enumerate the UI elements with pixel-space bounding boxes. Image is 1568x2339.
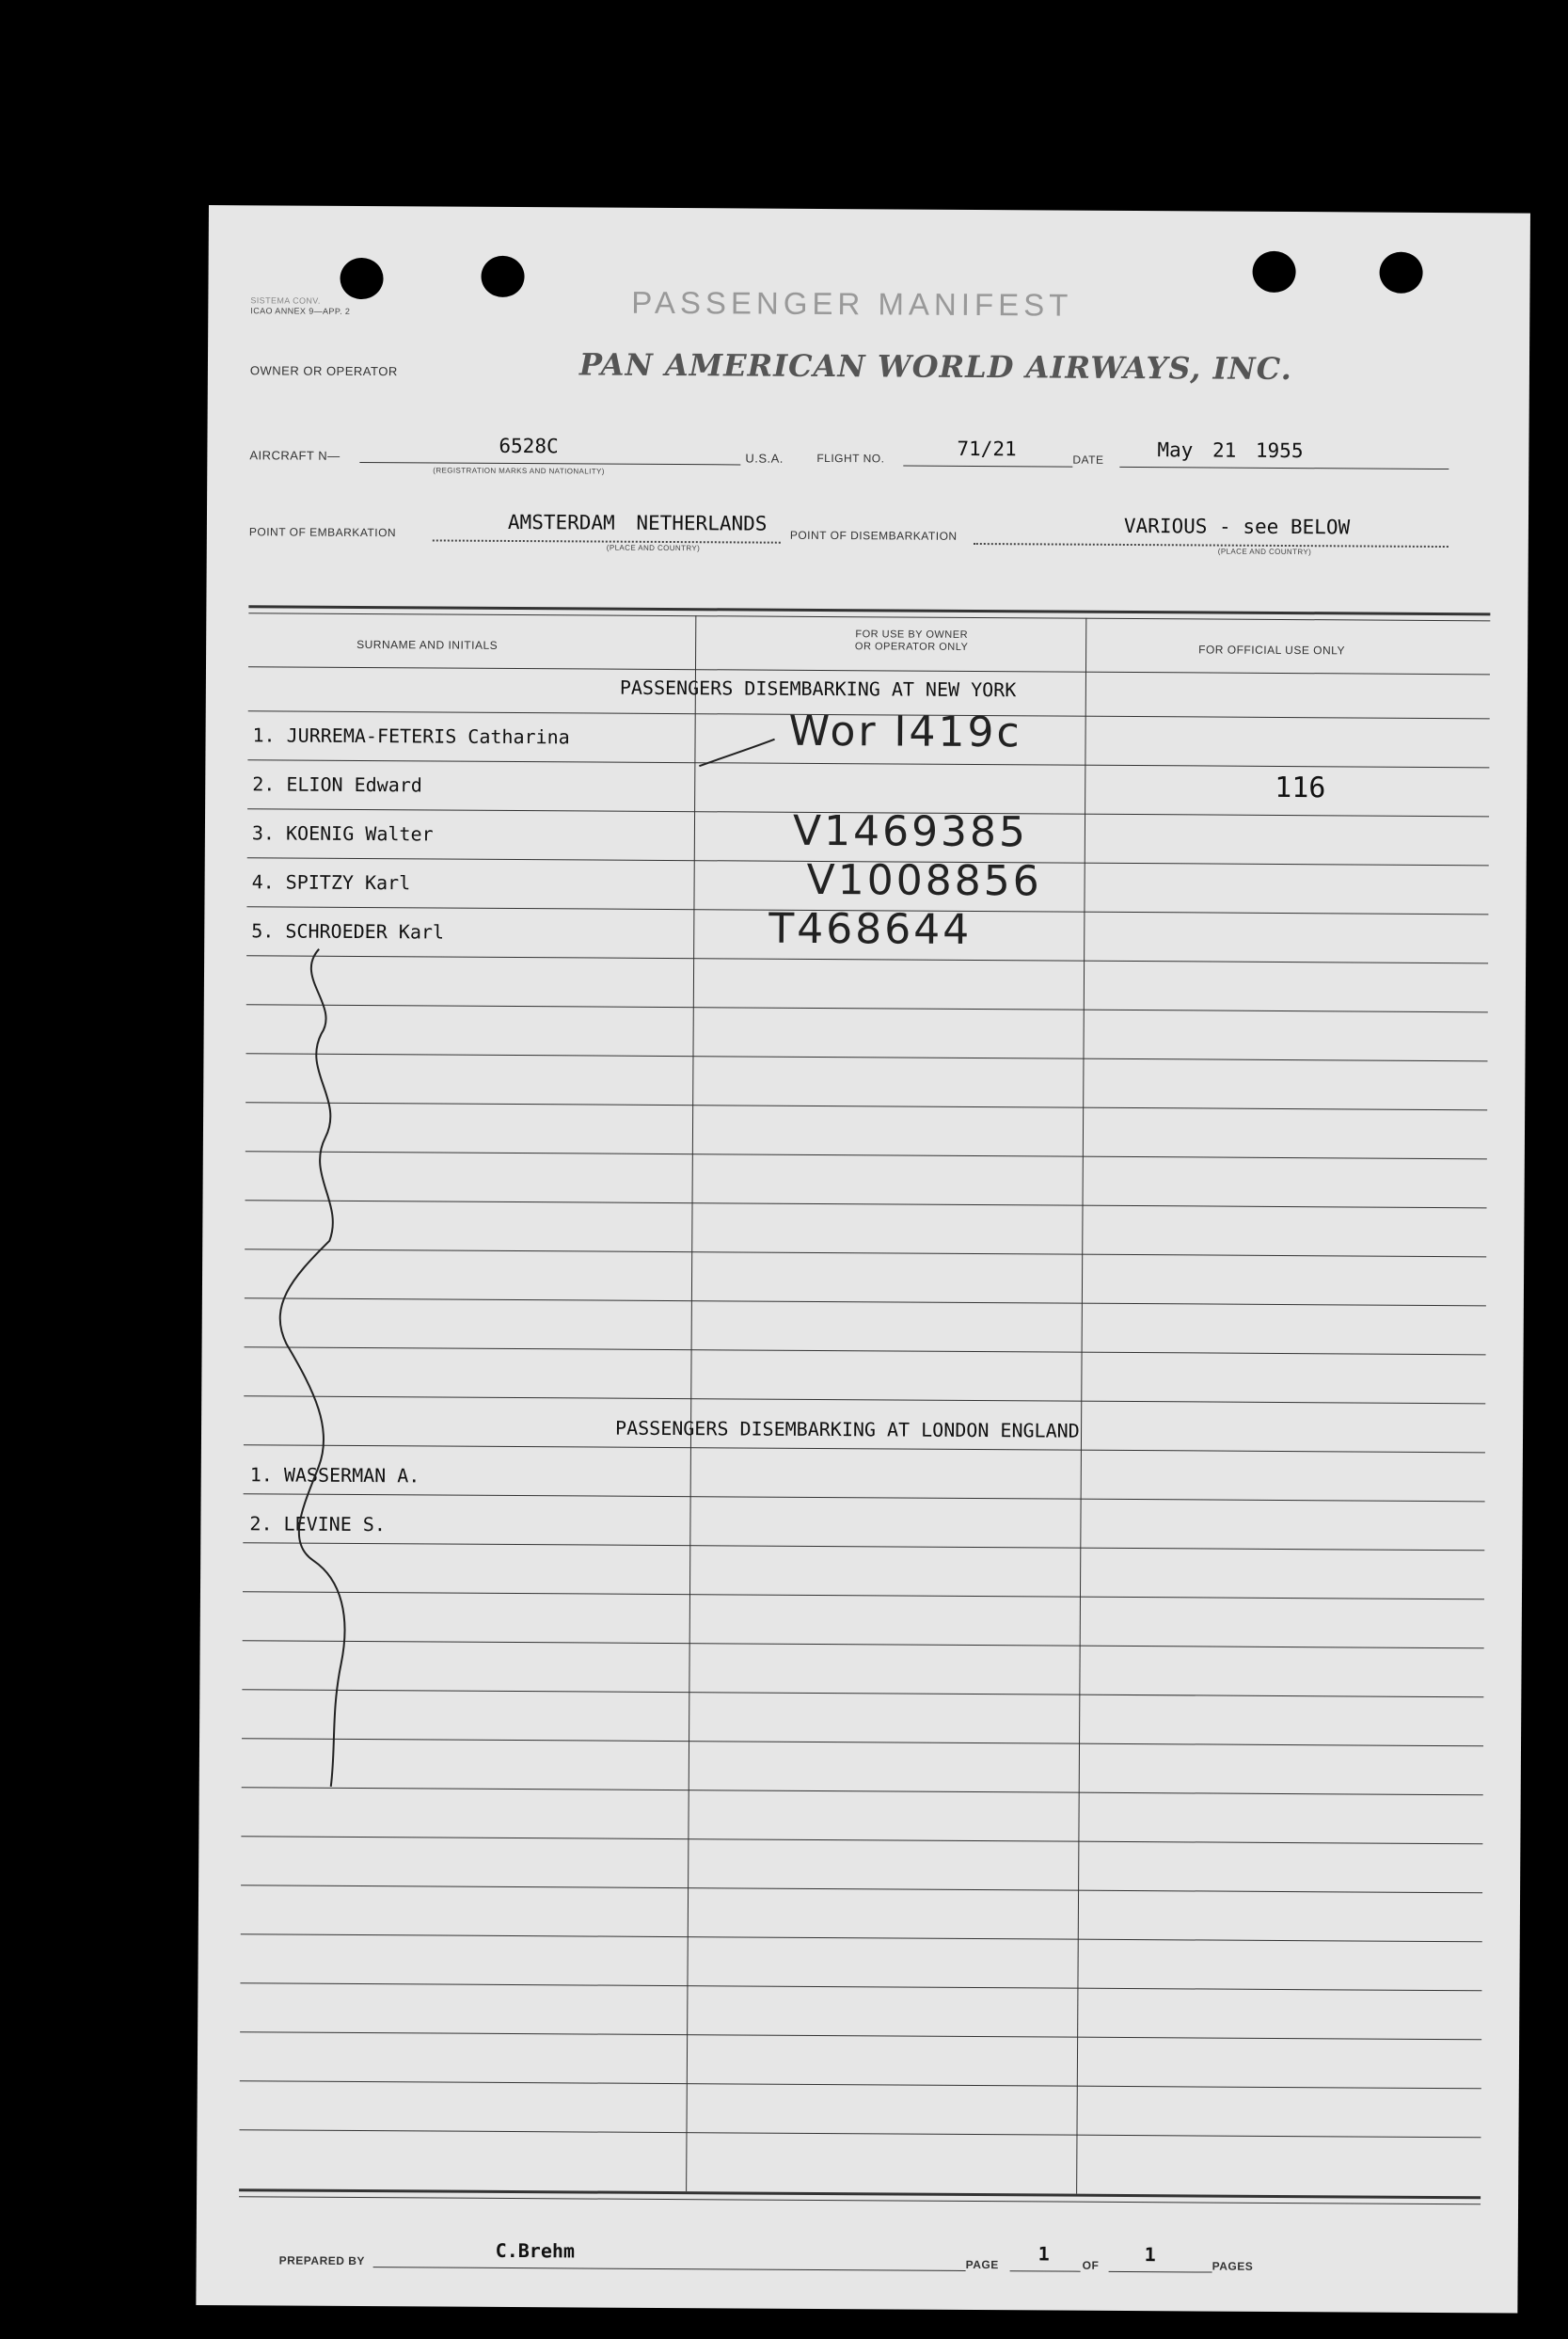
aircraft-label: AIRCRAFT N—: [249, 448, 341, 463]
operator-entry: Wor I419c: [788, 707, 1022, 757]
operator-entry: T468644: [768, 904, 973, 954]
group-heading-london: PASSENGERS DISEMBARKING AT LONDON ENGLAND: [614, 1416, 1080, 1442]
date-label: DATE: [1072, 453, 1104, 467]
embarkation-place: AMSTERDAM NETHERLANDS: [507, 510, 768, 535]
column-header-official: FOR OFFICIAL USE ONLY: [1198, 643, 1346, 658]
form-ref-line2: ICAO ANNEX 9—APP. 2: [250, 306, 351, 316]
disembarkation-caption: (PLACE AND COUNTRY): [1217, 547, 1312, 557]
prepared-by-name: C.Brehm: [495, 2238, 576, 2263]
form-title: PASSENGER MANIFEST: [631, 284, 1073, 323]
page-number: 1: [1037, 2242, 1050, 2266]
pages-label: PAGES: [1212, 2259, 1254, 2273]
prepared-by-label: PREPARED BY: [278, 2253, 365, 2268]
flight-number: 71/21: [957, 437, 1017, 461]
column-header-operator-line1: FOR USE BY OWNER: [855, 629, 969, 641]
passenger-name: 1. WASSERMAN A.: [249, 1463, 420, 1488]
passenger-name: 1. JURREMA-FETERIS Catharina: [252, 724, 570, 749]
passenger-name: 2. LEVINE S.: [249, 1512, 387, 1536]
embarkation-caption: (PLACE AND COUNTRY): [606, 543, 701, 553]
passenger-name: 2. ELION Edward: [252, 772, 422, 797]
pen-marks: [196, 205, 1530, 2314]
form-ref-line1: SISTEMA CONV.: [250, 295, 321, 306]
owner-label: OWNER OR OPERATOR: [249, 363, 398, 379]
page-total: 1: [1144, 2243, 1156, 2267]
passenger-name: 4. SPITZY Karl: [251, 870, 411, 895]
column-header-surname: SURNAME AND INITIALS: [356, 637, 499, 652]
passenger-name: 5. SCHROEDER Karl: [251, 919, 445, 944]
disembarkation-place: VARIOUS - see BELOW: [1123, 514, 1351, 539]
flight-date: May 21 1955: [1157, 438, 1304, 463]
country-label: U.S.A.: [745, 451, 784, 466]
page-label: PAGE: [965, 2257, 999, 2272]
pen-stroke: [277, 948, 349, 1786]
of-label: OF: [1082, 2258, 1100, 2272]
disembarkation-label: POINT OF DISEMBARKATION: [789, 528, 958, 543]
passenger-name: 3. KOENIG Walter: [251, 821, 434, 846]
operator-entry: V1469385: [792, 806, 1029, 857]
group-heading-new-york: PASSENGERS DISEMBARKING AT NEW YORK: [619, 676, 1017, 702]
aircraft-number: 6528C: [499, 434, 559, 458]
manifest-sheet: [196, 205, 1530, 2314]
aircraft-caption: (REGISTRATION MARKS AND NATIONALITY): [433, 466, 605, 476]
embarkation-label: POINT OF EMBARKATION: [248, 525, 397, 540]
operator-entry: V1008856: [806, 855, 1042, 906]
official-entry: 116: [1275, 771, 1326, 805]
column-header-operator-line2: OR OPERATOR ONLY: [854, 641, 969, 653]
flight-label: FLIGHT NO.: [816, 451, 885, 466]
pen-stroke: [699, 739, 774, 766]
company-name: PAN AMERICAN WORLD AIRWAYS, INC.: [578, 346, 1292, 388]
